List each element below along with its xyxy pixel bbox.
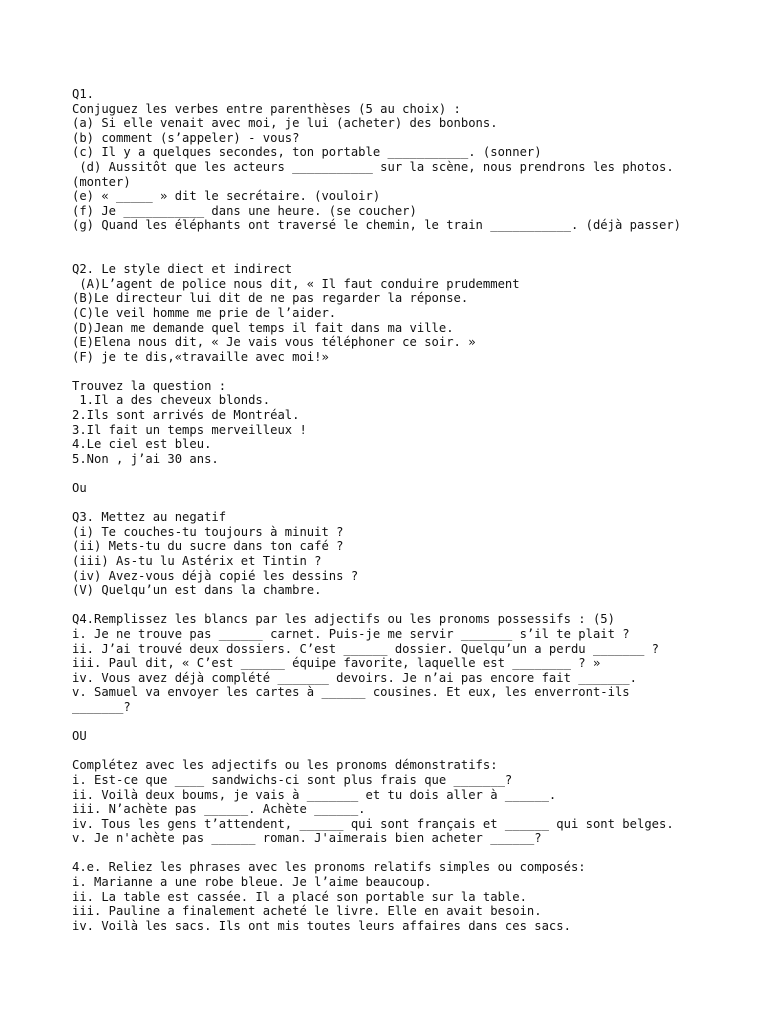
text-line: (a) Si elle venait avec moi, je lui (acheter) des bonbons. [72,116,498,131]
text-line [72,846,762,861]
text-line: _______? [72,699,131,714]
text-line: iii. Pauline a finalement acheté le livre. Elle en avait besoin. [72,904,542,919]
text-line: (E)Elena nous dit, « Je vais vous téléphoner ce soir. » [72,335,476,350]
text-line: ii. Voilà deux boums, je vais à _______ et tu dois aller à ______. [72,787,557,802]
text-line [72,715,762,730]
text-line: (d) Aussitôt que les acteurs ___________ sur la scène, nous prendrons les photos. [72,159,674,174]
text-line [72,248,762,263]
text-line: (ii) Mets-tu du sucre dans ton café ? [72,539,344,554]
document-body [72,87,762,933]
text-line: 5.Non , j’ai 30 ans. [72,451,219,466]
text-line: i. Je ne trouve pas ______ carnet. Puis-je me servir _______ s’il te plait ? [72,626,630,641]
text-line: (iii) As-tu lu Astérix et Tintin ? [72,554,322,568]
text-line: (C)le veil homme me prie de l’aider. [72,305,337,320]
text-line: 4.Le ciel est bleu. [72,437,212,452]
text-line: (iv) Avez-vous déjà copié les dessins ? [72,568,359,583]
text-line: (V) Quelqu’un est dans la chambre. [72,583,322,598]
text-line: v. Je n'achète pas ______ roman. J'aimerais bien acheter ______? [72,831,542,846]
text-line: Ou [72,481,87,496]
text-line [72,496,762,511]
text-line: iv. Voilà les sacs. Ils ont mis toutes leurs affaires dans ces sacs. [72,918,571,933]
text-line [72,233,762,248]
text-line: (A)L’agent de police nous dit, « Il faut conduire prudemment [72,276,520,291]
text-line: (b) comment (s’appeler) - vous? [72,130,300,145]
text-line: Conjuguez les verbes entre parenthèses (5 au choix) : [72,101,461,116]
text-line: (D)Jean me demande quel temps il fait dans ma ville. [72,320,454,335]
text-line: (B)Le directeur lui dit de ne pas regarder la réponse. [72,291,469,306]
text-line: 2.Ils sont arrivés de Montréal. [72,408,300,423]
text-line [72,466,762,481]
text-line: (i) Te couches-tu toujours à minuit ? [72,524,344,539]
text-line: Q1. [72,87,95,101]
text-line: Complétez avec les adjectifs ou les pronoms démonstratifs: [72,758,498,773]
text-line: (e) « _____ » dit le secrétaire. (vouloir) [72,189,381,204]
text-line: iv. Vous avez déjà complété _______ devoirs. Je n’ai pas encore fait _______. [72,670,637,685]
text-line: OU [72,729,87,744]
text-line: Q4.Remplissez les blancs par les adjectifs ou les pronoms possessifs : (5) [72,612,615,627]
text-line: iii. Paul dit, « C’est ______ équipe favorite, laquelle est ________ ? » [72,656,601,671]
text-line: iii. N’achète pas ______. Achète ______. [72,802,366,817]
text-line: Q2. Le style diect et indirect [72,262,293,277]
text-line [72,598,762,613]
text-line: iv. Tous les gens t’attendent, ______ qui sont français et ______ qui sont belges. [72,816,674,831]
text-line: i. Est-ce que ____ sandwichs-ci sont plus frais que _______? [72,772,513,787]
text-line: 4.e. Reliez les phrases avec les pronoms relatifs simples ou composés: [72,860,586,875]
text-line: v. Samuel va envoyer les cartes à ______ cousines. Et eux, les enverront-ils [72,685,630,700]
text-line [72,744,762,759]
text-line: (F) je te dis,«travaille avec moi!» [72,349,329,364]
text-line: ii. La table est cassée. Il a placé son portable sur la table. [72,889,527,904]
text-line: ii. J’ai trouvé deux dossiers. C’est ______ dossier. Quelqu’un a perdu _______ ? [72,641,659,656]
text-line: (c) Il y a quelques secondes, ton portable ___________. (sonner) [72,145,542,160]
text-line: (g) Quand les éléphants ont traversé le chemin, le train ___________. (déjà passer) [72,218,682,233]
text-line: i. Marianne a une robe bleue. Je l’aime beaucoup. [72,875,432,890]
text-line: Trouvez la question : [72,378,227,393]
text-line: 1.Il a des cheveux blonds. [72,393,271,408]
text-line [72,364,762,379]
text-line: Q3. Mettez au negatif [72,510,227,525]
text-line: (monter) [72,174,131,189]
text-line: (f) Je ___________ dans une heure. (se coucher) [72,203,417,218]
text-line: 3.Il fait un temps merveilleux ! [72,422,307,437]
